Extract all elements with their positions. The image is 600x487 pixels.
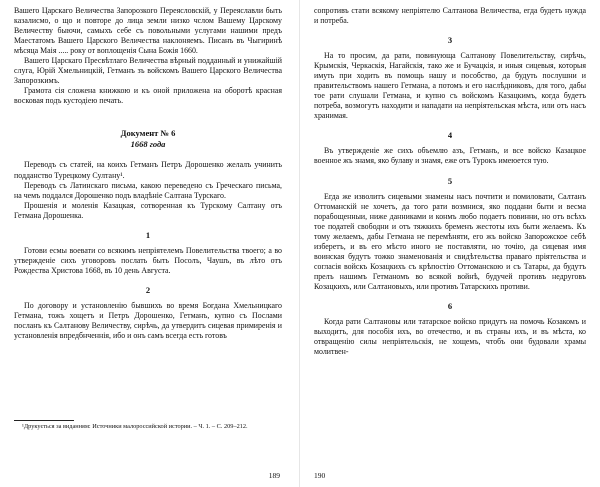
article-paragraph-6: Когда рати Салтановы или татарское войско придутъ на помочь Козакомъ и выходитъ, для пособія ихъ, во отечество, и въ страны ихъ, и въ мѣста, ко отвращенію силы непріятельскія, не хощемъ, чтобъ они будовали храмы молитвен- xyxy=(314,316,586,357)
page-number-left: 189 xyxy=(268,471,280,480)
footnote-divider xyxy=(14,420,74,421)
article-number-5: 5 xyxy=(447,175,453,186)
article-number-6: 6 xyxy=(447,300,453,311)
article-paragraph-5: Егда же изволитъ сицевыми знамены насъ почтити и помиловати, Салтанъ Оттоманскій не хочетъ, да того рати возмнися, яко поддани быти и весма порабощенныи, ниже данниками и конмъ любо подаетъ повинни, но отъ всѣхъ тое податей свободни и отъ тяжкихъ бременъ жестоты ихъ быти желаемъ. Къ тому желаемъ, дабы Гетмана не перемѣняти, его жъ войско Запорожское себѣ изберетъ, и въ его мѣсто иного не поставляти, но точію, да сицевая имя воинская будутъ тожко знаменованія и свидѣтельства праваго пріятельства и согласія войскъ Козацкихъ съ крѣпостію Оттоманскою и съ Татары, да будутъ прелъ нашимъ Гетманомъ во всякой войнѣ, будучей противъ недруговъ Козацкихъ, или Салтановыхъ, или противъ Татарскихъ противи. xyxy=(314,191,586,291)
right-page xyxy=(308,0,596,487)
document-title: Документ № 6 xyxy=(120,128,176,139)
document-date: 1668 года xyxy=(130,139,166,150)
article-number-2: 2 xyxy=(145,284,151,295)
article-number-3: 3 xyxy=(447,35,453,46)
article-paragraph-4: Въ утвержденіе же сихъ объемлю азъ, Гетманъ, и все войско Казацкое военное жъ знамя, яко булаву и знамя, еже отъ Турокъ имеюется тую. xyxy=(314,146,586,166)
article-paragraph-2: По договору и установленію бывшихъ во время Богдана Хмельницкаго Гетмана, тожъ хощетъ и Петръ Дорошенко, Гетманъ, купно съ Послами посланъ къ Салтанову Величеству, сирѣчь, да утвердитъ сицевая примиренія и установленія впредбнченнія, ибо и онъ самъ всегда есть готовъ xyxy=(14,300,282,341)
article-paragraph-3: На то просим, да рати, повинующа Салтанову Повелительству, сирѣчь, Крымскія, Черкаскія, Нагайскія, тако же и Бучацкія, и иныя сицевыя, которыя имуть при ходить въ помощь нашу и пособство, да будуть послушни и правительствомъ нашего Гетмана, а потомъ и его наслѣдниковъ, для того, дабы тое рати слушали Гетмана, и купно съ войскомъ Казацкимъ, когда будетъ потреба, возмогутъ находити и нападати на непріятельская мѣста, или отъ насъ хранимая. xyxy=(314,51,586,121)
intro-paragraph-2: Переводъ съ Латинскаго письма, какою переведено съ Греческаго письма, на чемъ поддался Дорошенко подъ владѣніе Салтана Турскаго. xyxy=(14,180,282,200)
right-text-column xyxy=(314,6,586,357)
left-text-column xyxy=(14,6,282,341)
intro-paragraph-3: Прошенія и моленія Казацкая, сотворенная къ Турскому Салтану отъ Гетмана Дорошенка. xyxy=(14,200,282,220)
seal-note-paragraph: Грамота сія сложена книжкою и къ оной приложена на оборотѣ красная восковая подъ кустодіею печать. xyxy=(14,86,282,106)
gutter-divider xyxy=(299,0,300,487)
article-paragraph-1: Готови есмы воевати со всякимъ непріятелемъ Повелительства твоего; а во утвержденіе сихъ уговоровъ послать быть Посолъ, Чаушъ, въ лѣто отъ Рождества Христова 1668, въ 10 день Августа. xyxy=(14,245,282,275)
page-number-right: 190 xyxy=(314,471,326,480)
continued-paragraph: сопротивъ стати всякому непріятелю Салтанова Величества, егда будетъ нужда и потреба. xyxy=(314,6,586,26)
footnote: ¹Друкується за виданням: Источники малороссийской истории. – Ч. 1. – С. 209–212. xyxy=(22,423,248,430)
signature-paragraph: Вашего Царскаго Пресвѣтлаго Величества вѣрный подданный и унижайшій слуга, Юрій Хмельницкій, Гетманъ зъ войскомъ Вашего Царского Величества Запорозкимъ. xyxy=(14,56,282,86)
left-page xyxy=(0,0,288,487)
article-number-4: 4 xyxy=(447,130,453,141)
article-number-1: 1 xyxy=(145,229,151,240)
intro-paragraph-1: Переводъ съ статей, на коихъ Гетманъ Петръ Дорошенко желалъ учинить подданство Турецкому Султану¹. xyxy=(14,160,282,180)
continued-paragraph: Вашего Царскаго Величества Запорозкого Переясловскій, у Переяславли быть казалисмо, о щo и повторе до лица земли низко чслом Вашему Царскому Величеству быючи, самыхъ себе съ повольными услугами нашими предъ Маестатомъ Вашего Царского Величества наклоняемъ. Писанъ въ Чыгиринѣ мѣсяца Маія ..... року от воплощенія Сына Божія 1660. xyxy=(14,6,282,56)
